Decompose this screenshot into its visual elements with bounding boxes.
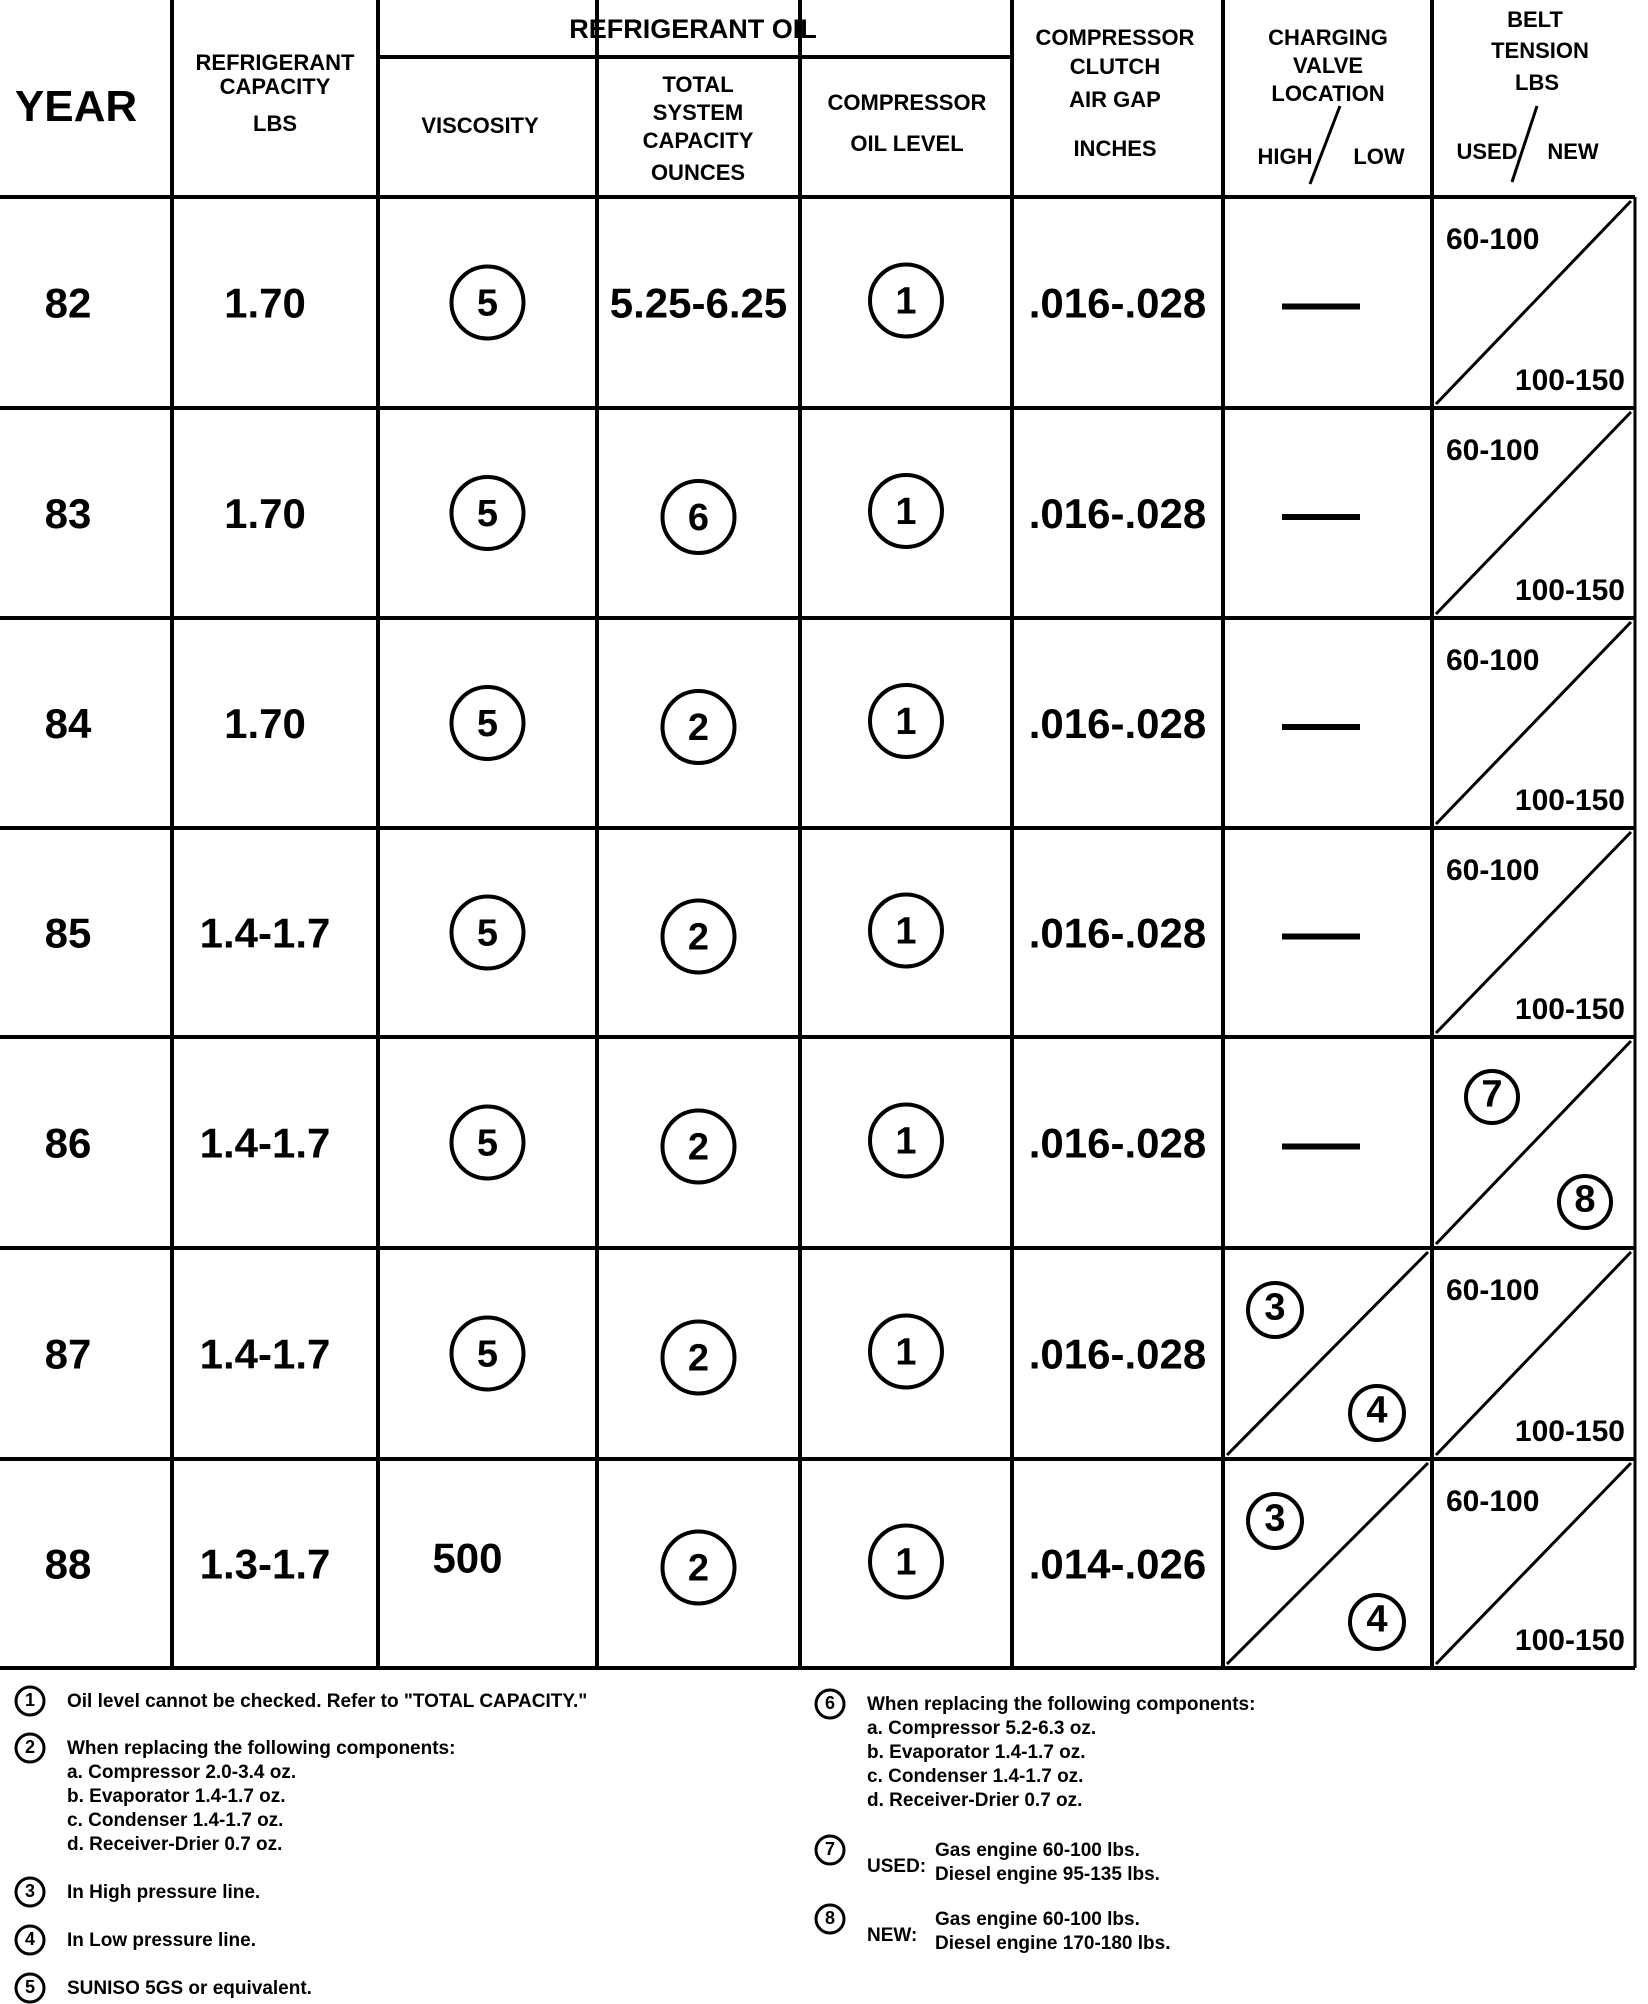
total-capacity-callout-number: 2: [687, 706, 710, 749]
viscosity-callout-number: 5: [476, 282, 499, 325]
table-row: [45, 1252, 1631, 1455]
capacity-cell: 1.70: [224, 700, 306, 747]
capacity-cell: 1.4-1.7: [199, 1119, 331, 1167]
air-gap-cell: .016-.028: [1028, 490, 1207, 537]
footnote-marker: [816, 1836, 844, 1864]
footnote-1: [16, 1687, 587, 1715]
header-belt-line1: BELT: [1507, 7, 1563, 32]
viscosity-callout: [452, 1318, 524, 1390]
oil-level-callout: [870, 265, 942, 337]
table-row: [45, 201, 1631, 404]
year-cell: 84: [44, 700, 92, 747]
oil-level-callout: [870, 475, 942, 547]
valve-high-callout-number: 3: [1264, 1497, 1286, 1540]
viscosity-callout: [452, 687, 524, 759]
footnote-marker: [816, 1690, 844, 1718]
table-row: [45, 1463, 1631, 1664]
belt-used-value: 60-100: [1446, 434, 1540, 467]
footnote-8: [816, 1905, 1171, 1954]
footnote-text: When replacing the following components:: [867, 1694, 1256, 1715]
footnote-text: c. Condenser 1.4-1.7 oz.: [867, 1766, 1084, 1787]
oil-level-callout: [870, 1526, 942, 1598]
total-capacity-callout: [663, 691, 735, 763]
footnote-text: Gas engine 60-100 lbs.: [935, 1909, 1140, 1930]
air-gap-cell: .014-.026: [1028, 1540, 1207, 1588]
header-capacity-unit: LBS: [253, 111, 297, 136]
header-charging-high: HIGH: [1257, 144, 1313, 169]
footnote-text: When replacing the following components:: [67, 1738, 456, 1759]
valve-low-callout: [1350, 1595, 1404, 1649]
oil-level-callout: [870, 685, 942, 757]
oil-level-callout: [870, 1105, 942, 1177]
total-capacity-callout: [663, 1532, 735, 1604]
oil-level-callout-number: 1: [895, 1331, 917, 1374]
table-row: [45, 622, 1631, 824]
charging-slash: [1310, 106, 1340, 184]
footnote-text: d. Receiver-Drier 0.7 oz.: [67, 1834, 283, 1855]
belt-new-callout: [1559, 1176, 1611, 1228]
header-charging-low: LOW: [1353, 144, 1405, 169]
belt-used-callout: [1466, 1071, 1518, 1123]
footnote-marker: [16, 1926, 44, 1954]
capacity-cell: 1.70: [224, 490, 306, 537]
valve-low-callout-number: 4: [1366, 1598, 1388, 1641]
header-charging-line1: CHARGING: [1268, 25, 1388, 50]
air-gap-cell: .016-.028: [1028, 279, 1207, 327]
belt-used-value: 60-100: [1446, 854, 1540, 887]
valve-low-callout-number: 4: [1366, 1389, 1388, 1432]
footnote-7: [816, 1836, 1160, 1885]
viscosity-cell: 500: [432, 1534, 503, 1582]
oil-level-callout-number: 1: [895, 910, 917, 953]
belt-new-value: 100-150: [1514, 364, 1625, 397]
belt-used-callout-number: 7: [1481, 1073, 1503, 1116]
footnote-text: Diesel engine 170-180 lbs.: [935, 1933, 1171, 1954]
footnote-2: [16, 1734, 455, 1855]
viscosity-callout-number: 5: [476, 492, 499, 535]
belt-used-value: 60-100: [1446, 644, 1540, 677]
table-header: [15, 7, 1599, 185]
footnote-text: c. Condenser 1.4-1.7 oz.: [67, 1810, 284, 1831]
belt-used-value: 60-100: [1446, 1274, 1540, 1307]
valve-diagonal: [1227, 1252, 1428, 1455]
air-gap-cell: .016-.028: [1028, 700, 1207, 747]
footnote-text: a. Compressor 5.2-6.3 oz.: [867, 1718, 1097, 1739]
year-cell: 83: [44, 490, 92, 537]
valve-high-callout: [1248, 1494, 1302, 1548]
footnote-marker-number: 3: [24, 1881, 36, 1902]
oil-level-callout-number: 1: [895, 1120, 917, 1163]
oil-level-callout-number: 1: [895, 1541, 917, 1584]
viscosity-callout-number: 5: [476, 1333, 499, 1376]
footnote-label: USED:: [867, 1856, 927, 1877]
oil-level-callout-number: 1: [895, 700, 917, 743]
air-gap-cell: .016-.028: [1028, 1330, 1207, 1378]
footnote-text: In Low pressure line.: [67, 1930, 256, 1951]
total-capacity-cell: 5.25-6.25: [609, 279, 788, 327]
table-row: [45, 412, 1631, 614]
viscosity-callout-number: 5: [476, 912, 499, 955]
capacity-cell: 1.70: [224, 279, 306, 327]
total-capacity-callout-number: 2: [687, 1337, 710, 1380]
header-total-line1: TOTAL: [662, 72, 734, 97]
total-capacity-callout-number: 2: [687, 1126, 710, 1169]
footnote-marker-number: 1: [24, 1690, 36, 1711]
header-charging-line2: VALVE: [1292, 53, 1364, 78]
air-gap-cell: .016-.028: [1028, 909, 1207, 957]
footnote-marker-number: 7: [824, 1839, 836, 1860]
footnote-marker-number: 2: [24, 1737, 36, 1758]
header-refrigerant-oil: REFRIGERANT OIL: [569, 14, 817, 44]
footnote-5: [16, 1974, 312, 2002]
total-capacity-callout-number: 6: [687, 496, 710, 539]
total-capacity-callout-number: 2: [687, 916, 710, 959]
viscosity-callout-number: 5: [476, 1122, 499, 1165]
total-capacity-callout: [663, 1322, 735, 1394]
table-row: [45, 1041, 1631, 1244]
belt-new-value: 100-150: [1514, 574, 1625, 607]
footnote-marker: [16, 1974, 44, 2002]
footnote-text: Oil level cannot be checked. Refer to "TOTAL CAPACITY.": [67, 1691, 588, 1712]
capacity-cell: 1.4-1.7: [199, 1330, 331, 1378]
header-oil-level-line1: COMPRESSOR: [827, 90, 987, 115]
header-belt-line2: TENSION: [1491, 38, 1589, 63]
header-capacity-line2: CAPACITY: [219, 74, 331, 99]
footnote-marker-number: 4: [24, 1929, 36, 1950]
year-cell: 87: [44, 1330, 92, 1378]
table-body: [45, 201, 1631, 1664]
footnote-3: [16, 1878, 260, 1906]
year-cell: 88: [44, 1540, 92, 1588]
footnote-marker: [816, 1905, 844, 1933]
air-gap-cell: .016-.028: [1028, 1119, 1207, 1167]
total-capacity-callout: [663, 1111, 735, 1183]
header-charging-line3: LOCATION: [1271, 81, 1385, 106]
viscosity-callout: [452, 267, 524, 339]
footnote-marker-number: 5: [24, 1977, 36, 1998]
oil-level-callout-number: 1: [895, 280, 917, 323]
valve-high-callout-number: 3: [1264, 1286, 1286, 1329]
belt-diagonal: [1436, 1041, 1631, 1244]
header-air-gap-unit: INCHES: [1073, 136, 1157, 161]
table-row: [45, 832, 1631, 1033]
viscosity-callout-number: 5: [476, 702, 499, 745]
header-total-line3: CAPACITY: [642, 128, 754, 153]
year-cell: 86: [44, 1119, 92, 1167]
footnote-label: NEW:: [867, 1925, 918, 1946]
footnote-text: a. Compressor 2.0-3.4 oz.: [67, 1762, 297, 1783]
header-belt-new: NEW: [1547, 139, 1599, 164]
footnote-marker: [16, 1687, 44, 1715]
capacity-cell: 1.3-1.7: [199, 1540, 331, 1588]
footnote-text: Diesel engine 95-135 lbs.: [935, 1864, 1160, 1885]
header-air-gap-line3: AIR GAP: [1069, 87, 1161, 112]
belt-new-value: 100-150: [1514, 784, 1625, 817]
oil-level-callout: [870, 1316, 942, 1388]
footnote-text: b. Evaporator 1.4-1.7 oz.: [67, 1786, 286, 1807]
header-oil-level-line2: OIL LEVEL: [850, 131, 964, 156]
belt-new-value: 100-150: [1514, 1624, 1625, 1657]
footnotes: [16, 1687, 1255, 2002]
belt-new-value: 100-150: [1514, 1415, 1625, 1448]
total-capacity-callout: [663, 481, 735, 553]
valve-diagonal: [1227, 1463, 1428, 1664]
footnote-text: Gas engine 60-100 lbs.: [935, 1840, 1140, 1861]
header-total-line4: OUNCES: [650, 160, 746, 185]
oil-level-callout-number: 1: [895, 490, 917, 533]
viscosity-callout: [452, 897, 524, 969]
total-capacity-callout-number: 2: [687, 1547, 710, 1590]
header-viscosity: VISCOSITY: [421, 113, 539, 138]
footnote-text: b. Evaporator 1.4-1.7 oz.: [867, 1742, 1086, 1763]
footnote-text: In High pressure line.: [67, 1882, 261, 1903]
footnote-text: d. Receiver-Drier 0.7 oz.: [867, 1790, 1083, 1811]
capacity-cell: 1.4-1.7: [199, 909, 331, 957]
header-year: YEAR: [14, 82, 138, 131]
year-cell: 85: [44, 909, 92, 957]
footnote-marker-number: 6: [824, 1693, 836, 1714]
footnote-6: [816, 1690, 1255, 1811]
oil-level-callout: [870, 895, 942, 967]
header-belt-used: USED: [1456, 139, 1518, 164]
belt-used-value: 60-100: [1446, 223, 1540, 256]
footnote-marker: [16, 1878, 44, 1906]
header-capacity-line1: REFRIGERANT: [195, 50, 355, 75]
belt-used-value: 60-100: [1446, 1485, 1540, 1518]
header-air-gap-line1: COMPRESSOR: [1035, 25, 1195, 50]
footnote-marker-number: 8: [824, 1908, 836, 1929]
belt-new-callout-number: 8: [1574, 1178, 1596, 1221]
year-cell: 82: [44, 279, 92, 327]
valve-high-callout: [1248, 1283, 1302, 1337]
footnote-4: [16, 1926, 256, 1954]
header-belt-unit: LBS: [1515, 70, 1559, 95]
total-capacity-callout: [663, 901, 735, 973]
footnote-marker: [16, 1734, 44, 1762]
footnote-text: SUNISO 5GS or equivalent.: [67, 1978, 312, 1999]
belt-new-value: 100-150: [1514, 993, 1625, 1026]
header-air-gap-line2: CLUTCH: [1069, 54, 1161, 79]
valve-low-callout: [1350, 1386, 1404, 1440]
header-total-line2: SYSTEM: [652, 100, 744, 125]
viscosity-callout: [452, 1107, 524, 1179]
viscosity-callout: [452, 477, 524, 549]
